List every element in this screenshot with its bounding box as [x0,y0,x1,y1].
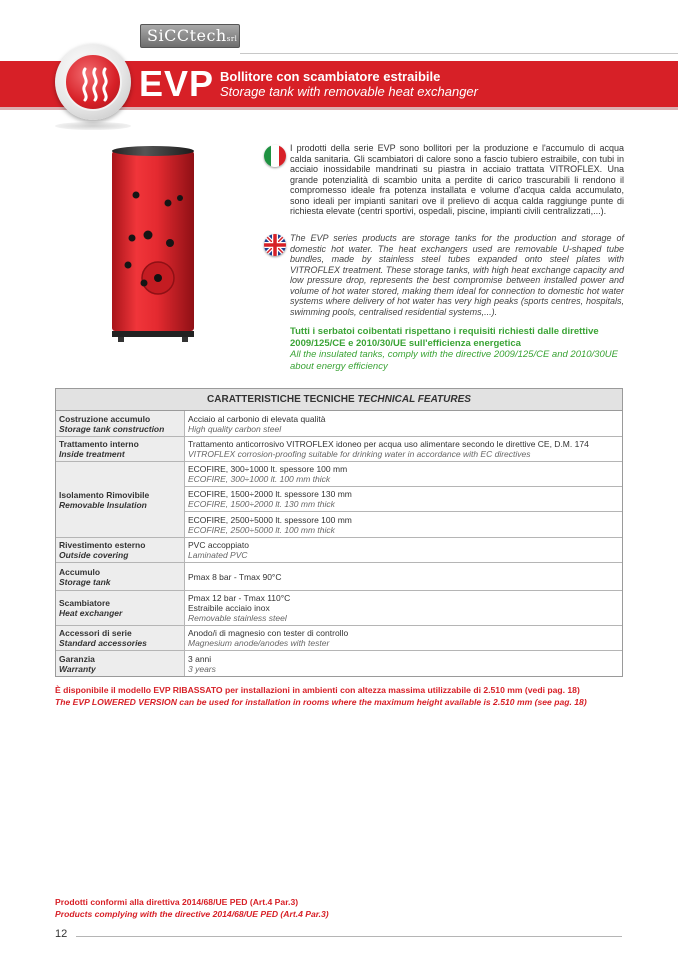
technical-features-table [55,388,623,677]
table-row: Trattamento interno Inside treatment Trattamento anticorrosivo VITROFLEX idoneo per acqua uso alimentare secondo le direttive CE, D.M. 174 VITROFLEX corrosion-proofing suitable for drinking water in accordance with EC directives [56,437,622,462]
energy-efficiency-note [290,326,630,372]
insulation-option: ECOFIRE, 300÷1000 lt. spessore 100 mm ECOFIRE, 300÷1000 lt. 100 mm thick [185,462,622,487]
table-row: Rivestimento esterno Outside covering PVC accoppiato Laminated PVC [56,538,622,563]
heat-badge [55,44,131,120]
description-english: The EVP series products are storage tanks for the production and storage of domestic hot water. The heat exchangers used are removable U-shaped tube bundles, made by stainless steel tubes expanded onto steel plates with VITROFLEX treatment. These storage tanks, with high heat exchange capacity and low pressure drop, represents the best compromise between installed power and volume of hot water stored, making them ideal for connection to domestic hot water systems where delivery of hot water has very high peaks (sports centres, hospitals, swimming pools, centralised residential systems,...). [290,233,624,317]
energy-note-english: All the insulated tanks, comply with the directive 2009/125/CE and 2010/30UE about energy efficiency [290,349,618,372]
uk-flag-icon [264,234,286,256]
table-row: Scambiatore Heat exchanger Pmax 12 bar - Tmax 110°C Estraibile acciaio inox Removable stainless steel [56,591,622,626]
insulation-option: ECOFIRE, 2500÷5000 lt. spessore 100 mm ECOFIRE, 2500÷5000 lt. 100 mm thick [188,514,352,535]
top-divider [240,53,678,54]
table-row: Isolamento Rimovibile Removable Insulation ECOFIRE, 300÷1000 lt. spessore 100 mm ECOFIRE, 300÷1000 lt. 100 mm thick ECOFIRE, 1500÷2000 lt. spessore 130 mm ECOFIRE, 1500÷2000 lt. 130 mm thick ECOFIRE, 2500÷5000 lt. spessore 100 mm ECOFIRE, 2500÷5000 lt. 100 mm thick [56,462,622,538]
storage-tank-image [108,143,198,343]
insulation-option: ECOFIRE, 1500÷2000 lt. spessore 130 mm ECOFIRE, 1500÷2000 lt. 130 mm thick [185,487,622,512]
brand-logo: SiCCtechsrl [140,24,240,48]
table-row: Costruzione accumulo Storage tank construction Acciaio al carbonio di elevata qualità High quality carbon steel [56,411,622,437]
title-italian: Bollitore con scambiatore estraibile [220,69,441,84]
footer-divider [76,936,622,937]
table-row: Accessori di serie Standard accessories Anodo/i di magnesio con tester di controllo Magnesium anode/anodes with tester [56,626,622,651]
ped-note-english: Products complying with the directive 2014/68/UE PED (Art.4 Par.3) [55,908,329,919]
lowered-note-english: The EVP LOWERED VERSION can be used for installation in rooms where the maximum height available is 2.510 mm (see pag. 18) [55,696,587,707]
ped-note-italian: Prodotti conformi alla direttiva 2014/68/UE PED (Art.4 Par.3) [55,897,299,907]
table-row: Accumulo Storage tank Pmax 8 bar - Tmax 90°C [56,563,622,591]
heat-waves-icon [78,65,112,103]
table-header: CARATTERISTICHE TECNICHE TECHNICAL FEATURES [56,389,622,411]
model-name: EVP [139,63,215,104]
ped-compliance-note [55,897,329,920]
page-number: 12 [55,928,68,940]
lowered-note-italian: È disponibile il modello EVP RIBASSATO per installazioni in ambienti con altezza massima utilizzabile di 2.510 mm (vedi pag. 18) [55,685,580,695]
lowered-version-note [55,685,635,708]
italy-flag-icon [264,145,286,167]
title-english: Storage tank with removable heat exchanger [220,84,478,99]
table-row: Garanzia Warranty 3 anni 3 years [56,651,622,676]
energy-note-italian: Tutti i serbatoi coibentati rispettano i requisiti richiesti dalle direttive 2009/125/CE e 2010/30/UE sull'efficienza energetica [290,326,599,349]
description-italian: I prodotti della serie EVP sono bollitori per la produzione e l'accumulo di acqua calda sanitaria. Gli scambiatori di calore sono a fascio tubiero estraibile, con tubi in acciaio inossidabile mandrinati su piastra in acciaio trattata VITROFLEX. Una grande potenzialità di scambio unita a perdite di carico trascurabili li rendono il compromesso ideale fra potenza installata e volume d'acqua calda accumulato, sono ideali per impianti sanitari ove il prelievo di acqua calda raggiunge punte di richiesta elevate (centri sportivi, ospedali, piscine, impianti civili centralizzati,...). [290,143,624,216]
badge-reflection [55,122,131,130]
